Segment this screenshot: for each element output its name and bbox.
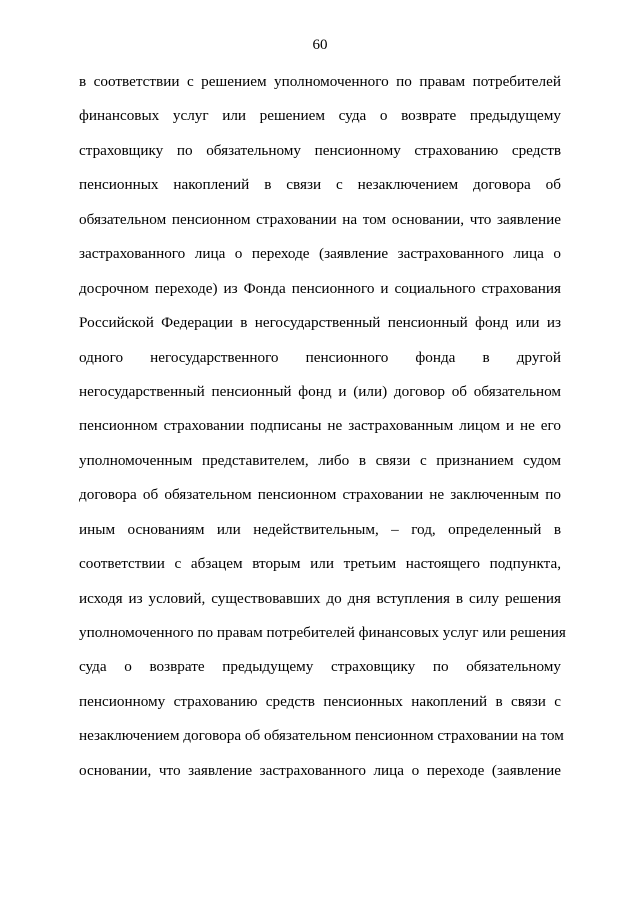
text-line: финансовых услуг или решением суда о возврате предыдущему bbox=[79, 107, 561, 125]
text-line: уполномоченного по правам потребителей финансовых услуг или решения bbox=[79, 624, 566, 641]
text-line: пенсионных накоплений в связи с незаключением договора об bbox=[79, 176, 561, 194]
text-line: обязательном пенсионном страховании на том основании, что заявление bbox=[79, 210, 561, 228]
text-line: основании, что заявление застрахованного лица о переходе (заявление bbox=[79, 761, 561, 779]
text-line: застрахованного лица о переходе (заявление застрахованного лица о bbox=[79, 245, 561, 263]
text-line: негосударственный пенсионный фонд и (или) договор об обязательном bbox=[79, 382, 561, 400]
text-line: суда о возврате предыдущему страховщику по обязательному bbox=[79, 658, 561, 676]
text-line: уполномоченным представителем, либо в связи с признанием судом bbox=[79, 451, 561, 469]
text-line: исходя из условий, существовавших до дня вступления в силу решения bbox=[79, 589, 561, 607]
text-line: одного негосударственного пенсионного фонда в другой bbox=[79, 348, 561, 366]
body-text bbox=[79, 72, 566, 795]
text-line: соответствии с абзацем вторым или третьим настоящего подпункта, bbox=[79, 555, 561, 573]
text-line: страховщику по обязательному пенсионному страхованию средств bbox=[79, 141, 561, 159]
text-line: Российской Федерации в негосударственный пенсионный фонд или из bbox=[79, 314, 561, 332]
text-line: пенсионном страховании подписаны не застрахованным лицом и не его bbox=[79, 417, 561, 435]
text-line: договора об обязательном пенсионном страховании не заключенным по bbox=[79, 486, 561, 504]
text-line: иным основаниям или недействительным, – год, определенный в bbox=[79, 520, 561, 538]
text-line: досрочном переходе) из Фонда пенсионного и социального страхования bbox=[79, 279, 561, 297]
text-line: пенсионному страхованию средств пенсионных накоплений в связи с bbox=[79, 692, 561, 710]
page-number: 60 bbox=[312, 37, 328, 53]
text-line: незаключением договора об обязательном пенсионном страховании на том bbox=[79, 727, 564, 745]
text-line: в соответствии с решением уполномоченного по правам потребителей bbox=[79, 73, 561, 90]
